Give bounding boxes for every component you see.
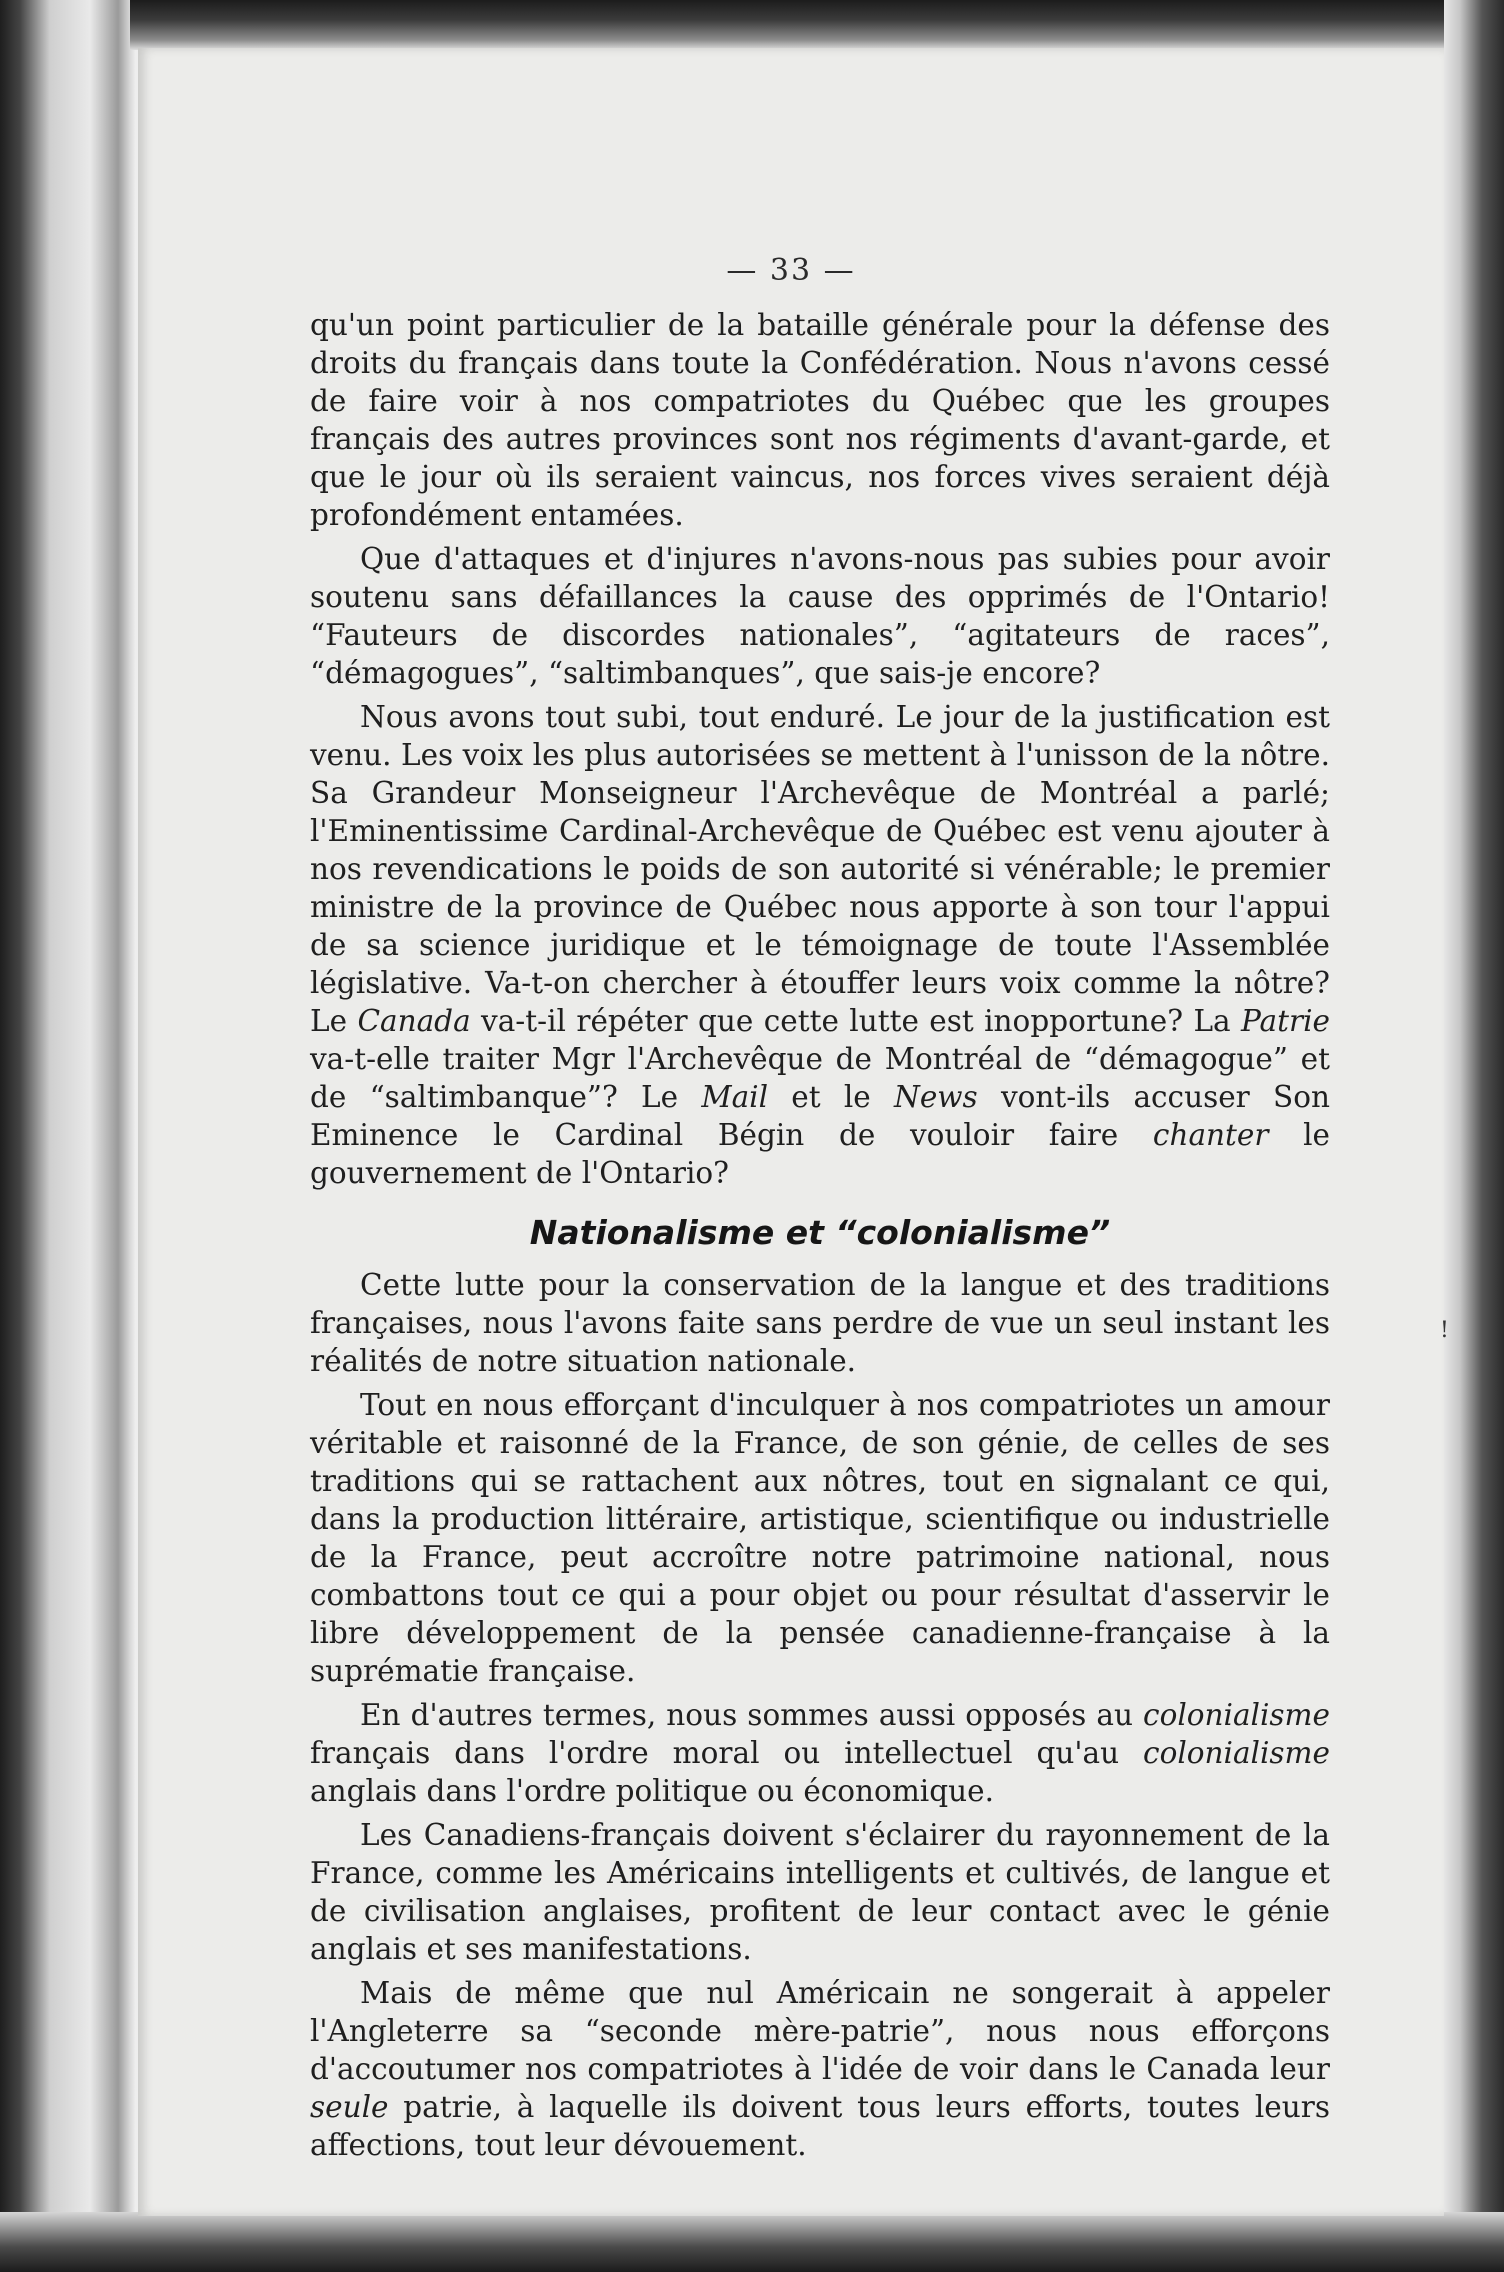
paragraph-6	[310, 1696, 1330, 1810]
paragraph-3-text-3: va-t-elle traiter Mgr l'Archevêque de Montréal de “démagogue” et de “saltimbanque”? Le	[310, 1042, 1330, 1114]
paragraph-3-text-4: et le	[768, 1080, 895, 1114]
section-heading: Nationalisme et “colonialisme”	[529, 1213, 1111, 1252]
italic-colonialisme-2: colonialisme	[1143, 1736, 1330, 1770]
paragraph-6-text-1: En d'autres termes, nous sommes aussi opposés au	[360, 1698, 1144, 1732]
paragraph-8-text-1: Mais de même que nul Américain ne songerait à appeler l'Angleterre sa “seconde mère-patrie”, nous nous efforçons d'accoutumer nos compatriotes à l'idée de voir dans le Canada leur	[310, 1976, 1330, 2086]
paragraph-3-text-1: Nous avons tout subi, tout enduré. Le jour de la justification est venu. Les voix les plus autorisées se mettent à l'unisson de la nôtre. Sa Grandeur Monseigneur l'Archevêque de Montréal a parlé; l'Eminentissime Cardinal-Archevêque de Québec est venu ajouter à nos revendications le poids de son autorité si vénérable; le premier ministre de la province de Québec nous apporte à son tour l'appui de sa science juridique et le témoignage de toute l'Assemblée législative. Va-t-on chercher à étouffer leurs voix comme la nôtre? Le	[310, 700, 1330, 1038]
paragraph-7: Les Canadiens-français doivent s'éclairer du rayonnement de la France, comme les Américains intelligents et cultivés, de langue et de civilisation anglaises, profitent de leur contact avec le génie anglais et ses manifestations.	[310, 1818, 1330, 1966]
page-body	[310, 306, 1330, 2164]
paragraph-2: Que d'attaques et d'injures n'avons-nous pas subies pour avoir soutenu sans défaillances la cause des opprimés de l'Ontario! “Fauteurs de discordes nationales”, “agitateurs de races”, “démagogues”, “saltimbanques”, que sais-je encore?	[310, 542, 1330, 690]
italic-canada: Canada	[357, 1004, 471, 1038]
italic-patrie: Patrie	[1241, 1004, 1330, 1038]
scan-right-edge	[1444, 0, 1504, 2272]
paragraph-5: Tout en nous efforçant d'inculquer à nos compatriotes un amour véritable et raisonné de la France, de son génie, de celles de ses traditions qui se rattachent aux nôtres, tout en signalant ce qui, dans la production littéraire, artistique, scientifique ou industrielle de la France, peut accroître notre patrimoine national, nous combattons tout ce qui a pour objet ou pour résultat d'asservir le libre développement de la pensée canadienne-française à la suprématie française.	[310, 1388, 1330, 1688]
paragraph-6-text-2: français dans l'ordre moral ou intellectuel qu'au	[310, 1736, 1144, 1770]
italic-chanter: chanter	[1152, 1118, 1269, 1152]
italic-mail: Mail	[701, 1080, 769, 1114]
italic-news: News	[894, 1080, 978, 1114]
italic-colonialisme-1: colonialisme	[1143, 1698, 1330, 1732]
paragraph-3-text-6: le gouvernement de l'Ontario?	[310, 1118, 1331, 1190]
scan-bottom-edge	[0, 2212, 1504, 2272]
book-binding-edge	[0, 0, 130, 2272]
paragraph-1: qu'un point particulier de la bataille générale pour la défense des droits du français dans toute la Confédération. Nous n'avons cessé de faire voir à nos compatriotes du Québec que les groupes français des autres provinces sont nos régiments d'avant-garde, et que le jour où ils seraient vaincus, nos forces vives seraient déjà profondément entamées.	[310, 308, 1330, 532]
paragraph-4: Cette lutte pour la conservation de la langue et des traditions françaises, nous l'avons faite sans perdre de vue un seul instant les réalités de notre situation nationale.	[310, 1268, 1330, 1378]
paragraph-3-text-2: va-t-il répéter que cette lutte est inopportune? La	[470, 1004, 1242, 1038]
paragraph-6-text-3: anglais dans l'ordre politique ou économique.	[310, 1774, 994, 1808]
scan-top-edge	[0, 0, 1504, 50]
book-page	[138, 48, 1449, 2216]
paragraph-3-text-5: vont-ils accuser Son Eminence le Cardinal Bégin de vouloir faire	[310, 1080, 1330, 1152]
italic-seule: seule	[310, 2090, 389, 2124]
paragraph-8	[310, 1974, 1330, 2164]
margin-mark: !	[1440, 1318, 1449, 1343]
page-number: — 33 —	[726, 253, 856, 288]
paragraph-3	[310, 698, 1330, 1192]
paragraph-8-text-2: patrie, à laquelle ils doivent tous leurs efforts, toutes leurs affections, tout leur dévouement.	[310, 2090, 1330, 2162]
